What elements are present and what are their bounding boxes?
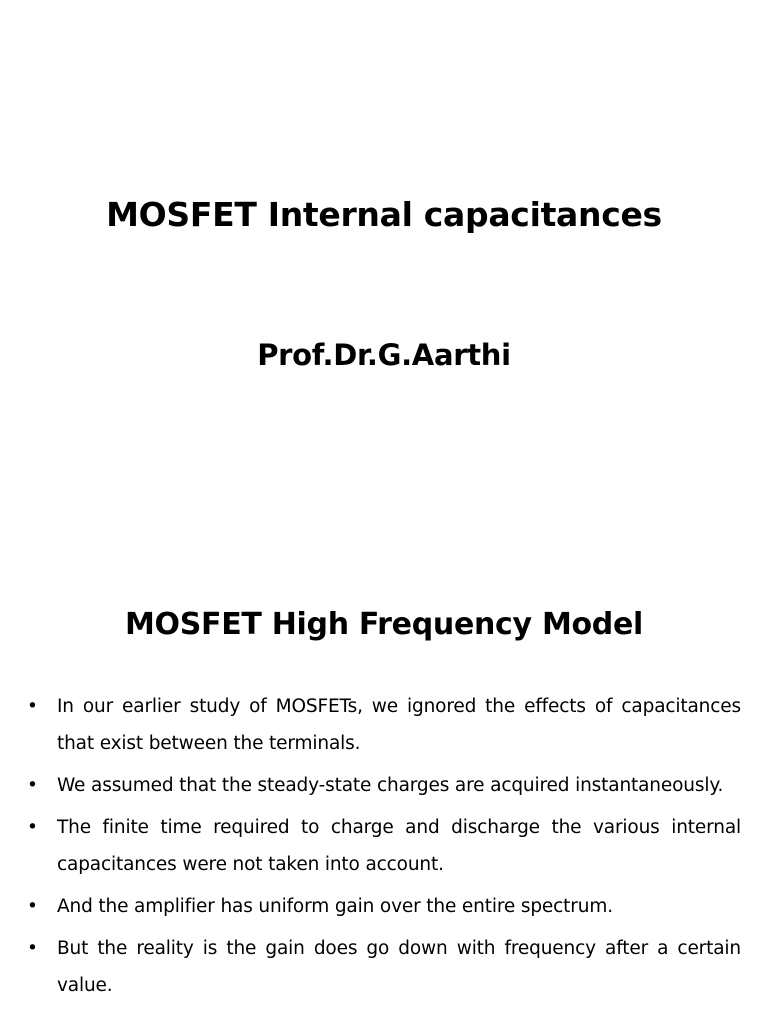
bullet-item	[27, 767, 741, 804]
bullet-list	[27, 688, 741, 1009]
bullet-icon: •	[27, 938, 38, 959]
bullet-text: In our earlier study of MOSFETs, we ignored the effects of capacitances that exist between the terminals.	[57, 696, 741, 754]
bullet-text: The finite time required to charge and discharge the various internal capacitances were not taken into account.	[57, 817, 741, 875]
bullet-item	[27, 888, 741, 925]
bullet-item	[27, 688, 741, 762]
bullet-item	[27, 809, 741, 883]
content-slide	[0, 576, 768, 1024]
bullet-text: But the reality is the gain does go down with frequency after a certain value.	[57, 938, 741, 996]
bullet-icon: •	[27, 817, 38, 838]
bullet-icon: •	[27, 696, 38, 717]
slide-title: MOSFET Internal capacitances	[106, 195, 662, 234]
bullet-icon: •	[27, 775, 38, 796]
bullet-text: We assumed that the steady-state charges are acquired instantaneously.	[57, 775, 724, 796]
author-name: Prof.Dr.G.Aarthi	[257, 338, 511, 372]
bullet-text: And the amplifier has uniform gain over the entire spectrum.	[57, 896, 613, 917]
slide-heading: MOSFET High Frequency Model	[124, 607, 644, 642]
bullet-item	[27, 930, 741, 1004]
bullet-icon: •	[27, 896, 38, 917]
